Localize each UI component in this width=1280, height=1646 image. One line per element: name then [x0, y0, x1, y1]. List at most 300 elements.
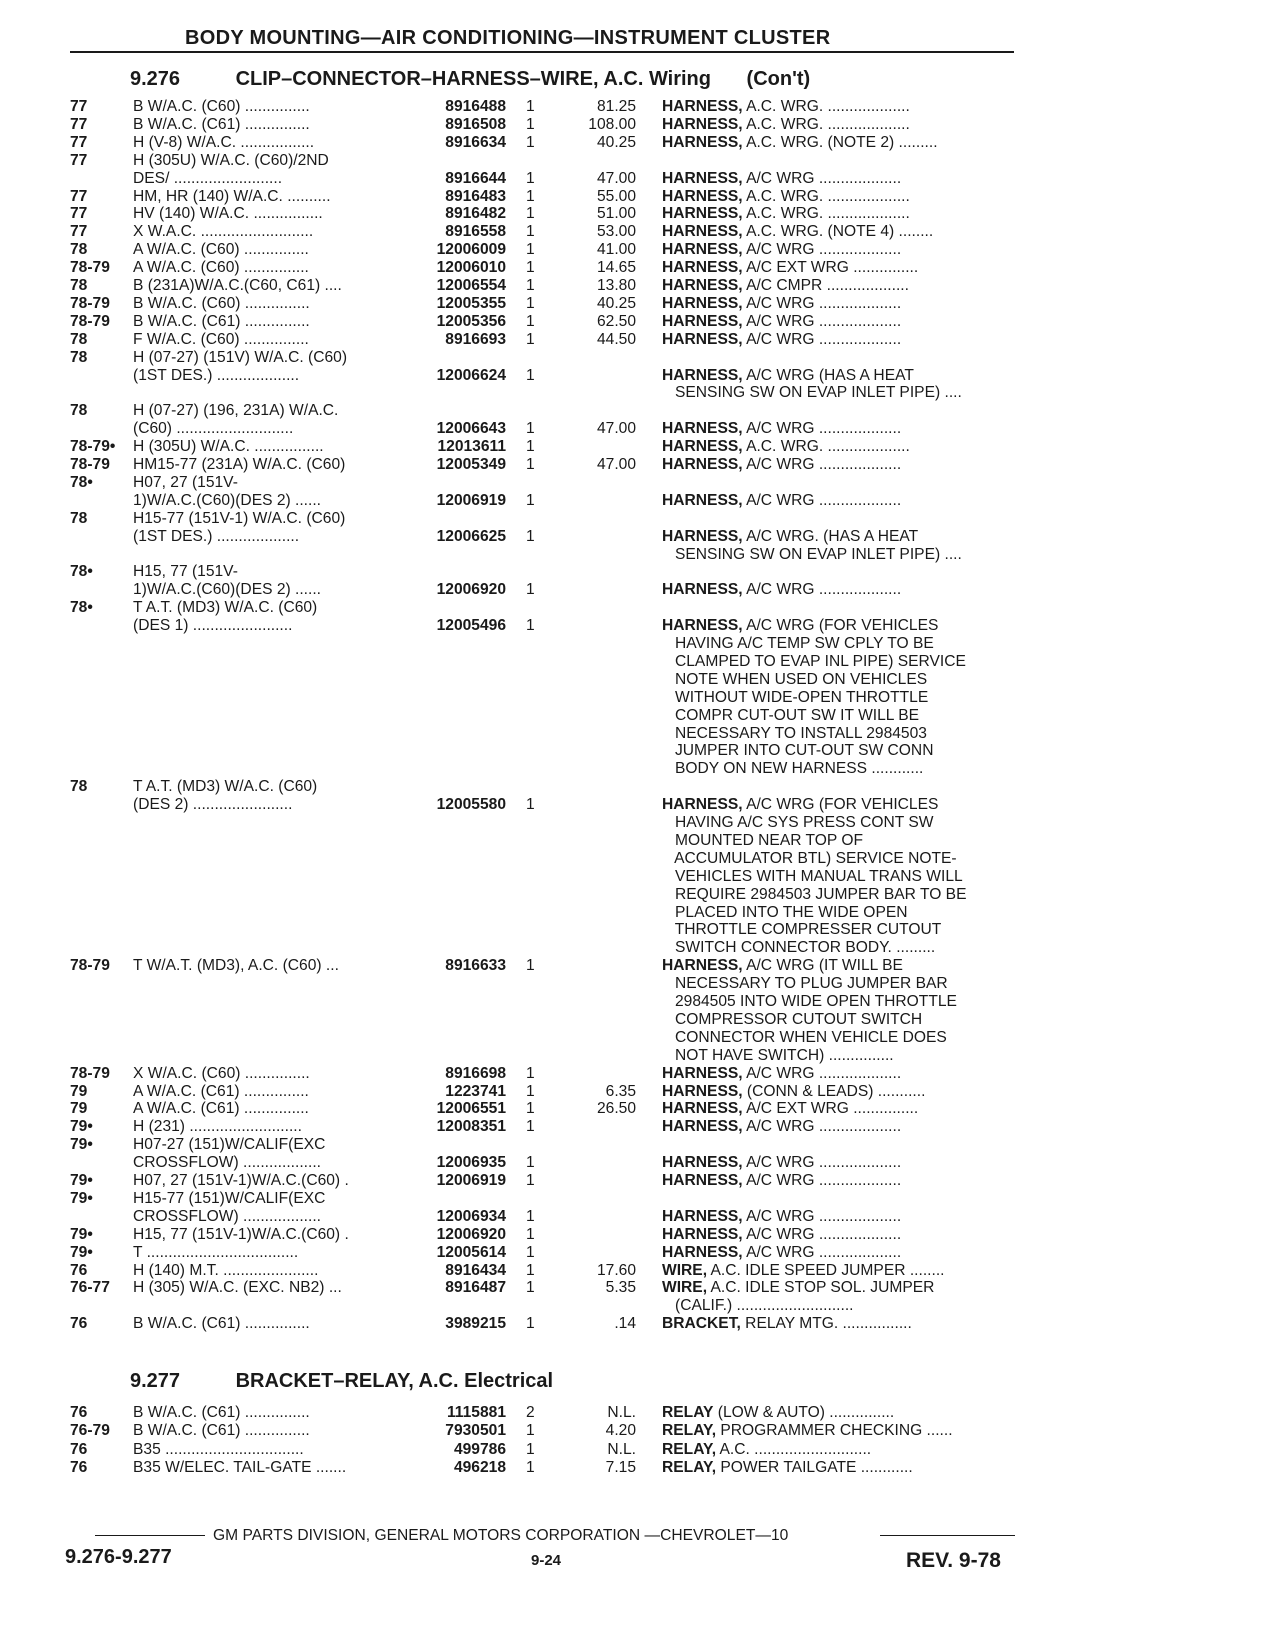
- part-row: [0, 598, 1280, 617]
- part-name: [662, 222, 933, 241]
- part-description: H (140) M.T. ......................: [133, 1261, 319, 1279]
- part-quantity: 2: [526, 1404, 535, 1421]
- part-name: [662, 1099, 918, 1118]
- part-name: [662, 580, 901, 599]
- part-description: (DES 1) .......................: [133, 617, 293, 635]
- part-name-detail: A/C WRG ...................: [742, 1243, 902, 1261]
- part-row: [0, 455, 1280, 474]
- part-row: [0, 115, 1280, 134]
- part-row: [0, 562, 1280, 581]
- part-quantity: 1: [526, 1315, 535, 1333]
- part-name: [662, 1046, 894, 1065]
- part-number: 12006934: [436, 1207, 506, 1225]
- part-name: [662, 1082, 925, 1101]
- part-name-detail: HAVING A/C TEMP SW CPLY TO BE: [662, 635, 934, 652]
- part-name-keyword: HARNESS,: [662, 796, 743, 814]
- footer-section-range: 9.276-9.277: [65, 1546, 172, 1568]
- part-quantity: 1: [526, 1440, 535, 1458]
- part-name: [662, 634, 934, 653]
- part-row: [0, 276, 1280, 295]
- part-name-detail: A/C WRG ...................: [742, 330, 902, 348]
- part-price: 47.00: [596, 169, 636, 187]
- part-description: B35 W/ELEC. TAIL-GATE .......: [133, 1458, 347, 1476]
- part-row: [0, 849, 1280, 868]
- part-row: [0, 1082, 1280, 1101]
- part-row: [0, 956, 1280, 975]
- part-row: [0, 992, 1280, 1011]
- part-price: 41.00: [596, 241, 636, 259]
- part-price: 81.25: [596, 98, 636, 115]
- part-number: 8916693: [445, 330, 506, 348]
- page-header-title: BODY MOUNTING—AIR CONDITIONING—INSTRUMENT CLUSTER: [185, 27, 831, 49]
- part-row: [0, 1064, 1280, 1083]
- part-name-keyword: RELAY: [662, 1404, 714, 1421]
- part-name-keyword: RELAY,: [662, 1458, 717, 1476]
- part-name-detail: A/C WRG (FOR VEHICLES: [742, 617, 939, 635]
- part-year: 79: [70, 1082, 88, 1100]
- part-year: 77: [70, 133, 88, 151]
- part-row: [0, 938, 1280, 957]
- part-name: [662, 1440, 871, 1459]
- part-name-keyword: HARNESS,: [662, 438, 743, 456]
- part-quantity: 1: [526, 294, 535, 312]
- part-row: [0, 383, 1280, 402]
- part-description: H15, 77 (151V-1)W/A.C.(C60) .: [133, 1225, 349, 1243]
- part-row: [0, 795, 1280, 814]
- part-name: [662, 491, 901, 510]
- part-name: [662, 97, 910, 116]
- part-number: 12005356: [436, 312, 506, 330]
- part-name: [662, 527, 918, 546]
- part-row: [0, 187, 1280, 206]
- part-quantity: 1: [526, 617, 535, 635]
- part-name-detail: A/C WRG (IT WILL BE: [742, 957, 903, 975]
- part-name-keyword: HARNESS,: [662, 1118, 743, 1136]
- part-quantity: 1: [526, 796, 535, 814]
- part-name: [662, 813, 934, 832]
- part-year: 78•: [70, 473, 93, 491]
- part-name-detail: NECESSARY TO INSTALL 2984503: [662, 724, 927, 742]
- part-description: A W/A.C. (C60) ...............: [133, 241, 309, 259]
- part-quantity: 1: [526, 330, 535, 348]
- part-name-detail: ACCUMULATOR BTL) SERVICE NOTE-: [662, 849, 957, 867]
- part-price: 47.00: [596, 420, 636, 438]
- part-name-detail: A/C WRG ...................: [742, 294, 902, 312]
- part-number: 1223741: [445, 1082, 506, 1100]
- part-name: [662, 938, 935, 957]
- part-row: [0, 294, 1280, 313]
- part-row: [0, 312, 1280, 331]
- part-year: 77: [70, 187, 88, 205]
- part-name-keyword: HARNESS,: [662, 420, 743, 438]
- part-price: 44.50: [596, 330, 636, 348]
- part-year: 76-79: [70, 1422, 110, 1440]
- part-name-detail: A/C WRG ...................: [742, 456, 902, 473]
- part-row: [0, 1278, 1280, 1297]
- part-number: 8916434: [445, 1261, 506, 1279]
- part-name-detail: RELAY MTG. ................: [740, 1315, 912, 1333]
- part-name-detail: A/C WRG ...................: [742, 1172, 902, 1189]
- part-name-detail: NOTE WHEN USED ON VEHICLES: [662, 670, 928, 688]
- part-quantity: 1: [526, 581, 535, 599]
- part-row: [0, 151, 1280, 170]
- part-price: N.L.: [607, 1404, 636, 1421]
- part-name: [662, 1225, 901, 1244]
- part-quantity: 1: [526, 1118, 535, 1136]
- part-name-keyword: HARNESS,: [662, 1225, 743, 1243]
- part-row: [0, 1099, 1280, 1118]
- part-quantity: 1: [526, 98, 535, 115]
- part-number: 8916488: [445, 98, 506, 115]
- part-name-keyword: HARNESS,: [662, 241, 743, 259]
- part-name: [662, 724, 927, 743]
- footer-rule-right: [880, 1535, 1015, 1536]
- part-quantity: 1: [526, 1279, 535, 1297]
- part-price: 40.25: [596, 294, 636, 312]
- part-description: H (231) ..........................: [133, 1118, 302, 1136]
- part-row: [0, 419, 1280, 438]
- part-quantity: 1: [526, 1154, 535, 1172]
- part-number: 12006625: [436, 527, 506, 545]
- section-continued: (Con't): [746, 68, 811, 90]
- part-name: [662, 920, 941, 939]
- part-name-keyword: HARNESS,: [662, 133, 743, 151]
- part-description: (1ST DES.) ...................: [133, 366, 300, 384]
- part-number: 12005614: [436, 1243, 506, 1261]
- part-year: 78-79: [70, 294, 110, 312]
- part-description: B (231A)W/A.C.(C60, C61) ....: [133, 277, 342, 294]
- part-year: 78-79: [70, 312, 110, 330]
- part-price: 62.50: [596, 312, 636, 330]
- part-name-keyword: HARNESS,: [662, 1154, 743, 1172]
- part-name: [662, 1296, 854, 1315]
- section-heading-9-277: [130, 1370, 553, 1393]
- part-name-detail: REQUIRE 2984503 JUMPER BAR TO BE: [662, 885, 967, 903]
- part-row: [0, 1046, 1280, 1065]
- part-name-detail: SWITCH CONNECTOR BODY. .........: [662, 939, 936, 957]
- part-name-detail: PLACED INTO THE WIDE OPEN: [662, 903, 908, 921]
- part-name-keyword: HARNESS,: [662, 169, 743, 187]
- part-name-detail: A/C WRG (HAS A HEAT: [742, 366, 914, 384]
- part-name-keyword: HARNESS,: [662, 617, 743, 635]
- part-row: [0, 1243, 1280, 1262]
- part-row: [0, 366, 1280, 385]
- part-row: [0, 1207, 1280, 1226]
- part-name-detail: SENSING SW ON EVAP INLET PIPE) ....: [662, 545, 962, 563]
- part-quantity: 1: [526, 1100, 535, 1118]
- part-description: A W/A.C. (C61) ...............: [133, 1100, 309, 1118]
- part-name-detail: BODY ON NEW HARNESS ............: [662, 760, 924, 778]
- part-row: [0, 169, 1280, 188]
- part-name: [662, 312, 901, 331]
- part-number: 12013611: [437, 438, 506, 456]
- part-name: [662, 187, 910, 206]
- part-number: 499786: [453, 1440, 506, 1458]
- part-price: N.L.: [607, 1440, 636, 1458]
- part-year: 79•: [70, 1118, 93, 1136]
- part-description: B W/A.C. (C61) ...............: [133, 115, 310, 133]
- part-name-detail: JUMPER INTO CUT-OUT SW CONN: [662, 742, 934, 760]
- part-number: 8916634: [445, 133, 506, 151]
- part-number: 12006919: [436, 1172, 506, 1189]
- part-description: H07, 27 (151V-: [133, 473, 238, 491]
- part-description: HV (140) W/A.C. ................: [133, 205, 323, 223]
- part-name: [662, 1028, 947, 1047]
- part-name: [662, 652, 966, 671]
- part-number: 8916644: [445, 169, 506, 187]
- part-year: 79•: [70, 1189, 93, 1207]
- part-name-keyword: HARNESS,: [662, 581, 743, 599]
- part-name-detail: POWER TAILGATE ............: [716, 1458, 913, 1476]
- part-name-detail: A/C CMPR ...................: [742, 277, 909, 294]
- part-price: 6.35: [605, 1082, 636, 1100]
- part-number: 12006935: [436, 1154, 506, 1172]
- part-year: 76: [70, 1440, 88, 1458]
- part-description: H15, 77 (151V-: [133, 563, 238, 581]
- part-row: [0, 580, 1280, 599]
- part-name-detail: A/C WRG ...................: [742, 241, 902, 259]
- part-name: [662, 545, 962, 564]
- part-row: [0, 491, 1280, 510]
- part-name-detail: WITHOUT WIDE-OPEN THROTTLE: [662, 688, 929, 706]
- part-name-detail: A/C EXT WRG ...............: [742, 259, 919, 277]
- part-price: 47.00: [596, 456, 636, 473]
- part-year: 78: [70, 509, 88, 527]
- part-name-detail: 2984505 INTO WIDE OPEN THROTTLE: [662, 993, 957, 1010]
- part-year: 79•: [70, 1172, 93, 1189]
- part-name-keyword: BRACKET,: [662, 1315, 741, 1333]
- part-description: H (305U) W/A.C. ................: [133, 438, 324, 456]
- part-name-detail: (LOW & AUTO) ...............: [713, 1404, 895, 1421]
- part-name: [662, 1153, 901, 1172]
- part-row: [0, 885, 1280, 904]
- part-name: [662, 1403, 894, 1422]
- part-description: (1ST DES.) ...................: [133, 527, 300, 545]
- part-number: 12005496: [436, 617, 506, 635]
- part-quantity: 1: [526, 277, 535, 294]
- part-year: 79•: [70, 1136, 93, 1154]
- part-name: [662, 383, 962, 402]
- part-number: 12006009: [436, 241, 506, 259]
- part-name: [662, 688, 928, 707]
- part-number: 12006919: [436, 491, 506, 509]
- part-name: [662, 1421, 953, 1440]
- part-name-keyword: HARNESS,: [662, 187, 743, 205]
- part-name-detail: A.C. WRG. ...................: [742, 438, 910, 456]
- part-row: [0, 97, 1280, 116]
- part-name: [662, 956, 903, 975]
- header-rule: [70, 51, 1014, 53]
- part-name-detail: A.C. WRG. (NOTE 2) .........: [742, 133, 938, 151]
- part-name-keyword: HARNESS,: [662, 1064, 743, 1082]
- part-description: F W/A.C. (C60) ...............: [133, 330, 309, 348]
- part-quantity: 1: [526, 1422, 535, 1440]
- part-number: 12006920: [436, 1225, 506, 1243]
- footer-rule-left: [95, 1535, 205, 1536]
- part-name: [662, 115, 910, 134]
- part-name: [662, 759, 923, 778]
- part-name-keyword: HARNESS,: [662, 294, 743, 312]
- part-number: 12008351: [436, 1118, 506, 1136]
- part-number: 8916487: [445, 1279, 506, 1297]
- part-description: (C60) ...........................: [133, 420, 294, 438]
- part-description: T A.T. (MD3) W/A.C. (C60): [133, 778, 318, 796]
- part-name-detail: A.C. ...........................: [716, 1440, 872, 1458]
- part-number: 8916698: [445, 1064, 506, 1082]
- part-price: 51.00: [596, 205, 636, 223]
- part-description: T A.T. (MD3) W/A.C. (C60): [133, 599, 318, 617]
- part-year: 78: [70, 277, 88, 294]
- footer-page-number: 9-24: [531, 1552, 562, 1569]
- part-name-detail: CONNECTOR WHEN VEHICLE DOES: [662, 1028, 947, 1046]
- part-year: 78: [70, 330, 88, 348]
- part-name: [662, 706, 919, 725]
- part-row: [0, 813, 1280, 832]
- part-description: H (305) W/A.C. (EXC. NB2) ...: [133, 1279, 342, 1297]
- part-row: [0, 1458, 1280, 1477]
- part-row: [0, 670, 1280, 689]
- part-name: [662, 1117, 901, 1136]
- part-name-detail: NOT HAVE SWITCH) ...............: [662, 1046, 894, 1064]
- part-description: DES/ .........................: [133, 169, 283, 187]
- part-name: [662, 276, 909, 295]
- part-quantity: 1: [526, 491, 535, 509]
- part-year: 78-79: [70, 1064, 110, 1082]
- part-name: [662, 741, 933, 760]
- part-row: [0, 473, 1280, 492]
- part-year: 78•: [70, 599, 93, 617]
- part-name-keyword: RELAY,: [662, 1422, 717, 1440]
- part-name-detail: (CALIF.) ...........................: [662, 1297, 854, 1315]
- part-price: 17.60: [596, 1261, 636, 1279]
- part-number: 12006551: [436, 1100, 506, 1118]
- part-name-detail: A/C WRG ...................: [742, 1118, 902, 1136]
- part-row: [0, 652, 1280, 671]
- section-number: 9.277: [130, 1370, 181, 1392]
- part-row: [0, 204, 1280, 223]
- part-row: [0, 974, 1280, 993]
- part-quantity: 1: [526, 133, 535, 151]
- part-description: H (07-27) (196, 231A) W/A.C.: [133, 402, 339, 420]
- part-description: T ...................................: [133, 1243, 299, 1261]
- part-row: [0, 903, 1280, 922]
- part-row: [0, 634, 1280, 653]
- part-quantity: 1: [526, 1261, 535, 1279]
- part-name-detail: (CONN & LEADS) ...........: [742, 1082, 926, 1100]
- part-name-detail: A.C. WRG. (NOTE 4) ........: [742, 223, 934, 241]
- part-number: 12006010: [436, 259, 506, 277]
- part-number: 12005580: [436, 796, 506, 814]
- part-quantity: 1: [526, 438, 535, 456]
- part-number: 12006643: [436, 420, 506, 438]
- part-description: H07-27 (151)W/CALIF(EXC: [133, 1136, 326, 1154]
- part-name: [662, 419, 901, 438]
- part-number: 3989215: [445, 1315, 506, 1333]
- part-name: [662, 204, 910, 223]
- part-name: [662, 1314, 912, 1333]
- part-row: [0, 1403, 1280, 1422]
- part-name-detail: A.C. WRG. ...................: [742, 98, 910, 115]
- part-name-detail: A/C WRG ...................: [742, 1207, 902, 1225]
- part-quantity: 1: [526, 312, 535, 330]
- part-row: [0, 724, 1280, 743]
- part-number: 8916483: [445, 187, 506, 205]
- part-quantity: 1: [526, 1064, 535, 1082]
- part-year: 78-79: [70, 456, 110, 473]
- part-quantity: 1: [526, 456, 535, 473]
- part-description: HM, HR (140) W/A.C. ..........: [133, 187, 331, 205]
- part-row: [0, 1189, 1280, 1208]
- part-name-keyword: HARNESS,: [662, 277, 743, 294]
- part-price: 108.00: [588, 115, 636, 133]
- part-year: 78: [70, 402, 88, 420]
- part-price: 14.65: [596, 259, 636, 277]
- part-name-detail: VEHICLES WITH MANUAL TRANS WILL: [662, 867, 963, 885]
- part-row: [0, 509, 1280, 528]
- part-name-keyword: HARNESS,: [662, 456, 743, 473]
- part-name: [662, 1010, 922, 1029]
- part-name: [662, 992, 957, 1011]
- part-name: [662, 670, 927, 689]
- part-row: [0, 616, 1280, 635]
- part-row: [0, 1028, 1280, 1047]
- part-name: [662, 1171, 901, 1190]
- section-title: CLIP–CONNECTOR–HARNESS–WIRE, A.C. Wiring: [235, 68, 711, 90]
- part-price: 13.80: [596, 277, 636, 294]
- part-name: [662, 133, 938, 152]
- part-year: 78•: [70, 563, 93, 581]
- part-quantity: 1: [526, 366, 535, 384]
- part-name-keyword: HARNESS,: [662, 1172, 743, 1189]
- part-quantity: 1: [526, 1082, 535, 1100]
- part-name-detail: PROGRAMMER CHECKING ......: [716, 1422, 953, 1440]
- part-price: 5.35: [605, 1279, 636, 1297]
- part-number: 496218: [453, 1458, 506, 1476]
- part-name: [662, 1207, 901, 1226]
- part-name-detail: A.C. IDLE SPEED JUMPER ........: [707, 1261, 945, 1279]
- part-number: 12005355: [436, 294, 506, 312]
- part-row: [0, 759, 1280, 778]
- part-quantity: 1: [526, 1207, 535, 1225]
- part-year: 79•: [70, 1225, 93, 1243]
- part-name-detail: SENSING SW ON EVAP INLET PIPE) ....: [662, 384, 962, 402]
- part-price: .14: [614, 1315, 636, 1333]
- part-description: H (V-8) W/A.C. .................: [133, 133, 315, 151]
- part-quantity: 1: [526, 420, 535, 438]
- part-row: [0, 240, 1280, 259]
- part-name: [662, 831, 863, 850]
- part-price: 7.15: [605, 1458, 636, 1476]
- part-name-keyword: HARNESS,: [662, 366, 743, 384]
- part-name-keyword: RELAY,: [662, 1440, 717, 1458]
- part-row: [0, 741, 1280, 760]
- part-description: B W/A.C. (C61) ...............: [133, 312, 310, 330]
- part-price: 26.50: [596, 1100, 636, 1118]
- part-description: CROSSFLOW) ..................: [133, 1154, 322, 1172]
- footer-revision: REV. 9-78: [906, 1549, 1001, 1572]
- part-year: 79: [70, 1100, 88, 1118]
- part-quantity: 1: [526, 259, 535, 277]
- part-row: [0, 1010, 1280, 1029]
- part-year: 76-77: [70, 1279, 110, 1297]
- part-quantity: 1: [526, 957, 535, 975]
- part-year: 78-79: [70, 957, 110, 975]
- part-name: [662, 795, 938, 814]
- footer-corporation: GM PARTS DIVISION, GENERAL MOTORS CORPORATION —CHEVROLET—10: [213, 1527, 789, 1544]
- part-quantity: 1: [526, 527, 535, 545]
- part-name-detail: A/C WRG ...................: [742, 420, 902, 438]
- part-price: 4.20: [605, 1422, 636, 1440]
